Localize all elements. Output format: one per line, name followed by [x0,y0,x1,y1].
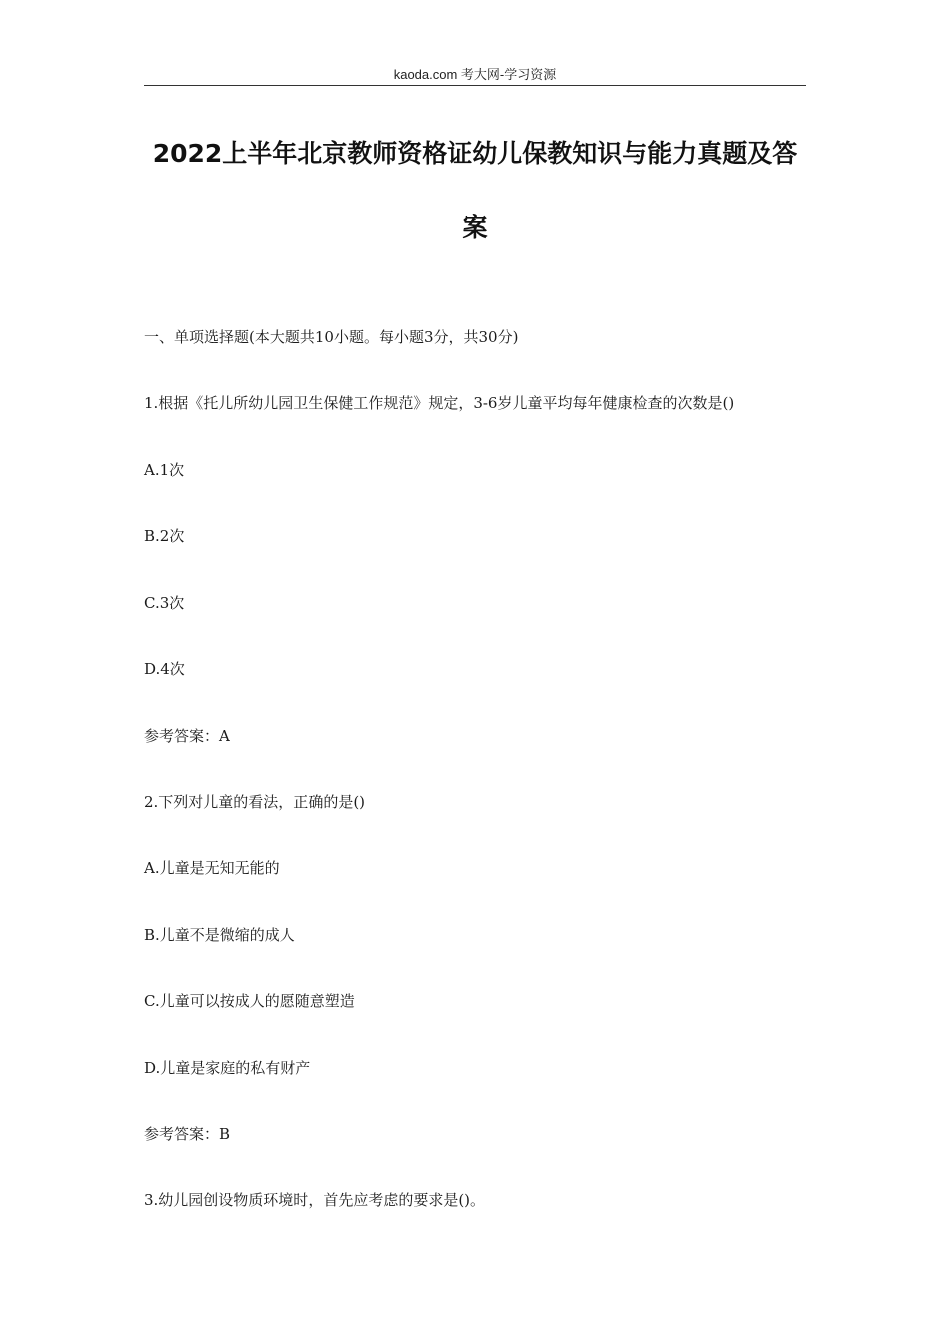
question-stem: 1.根据《托儿所幼儿园卫生保健工作规范》规定，3-6岁儿童平均每年健康检查的次数是() [144,394,735,412]
question-stem: 3.幼儿园创设物质环境时，首先应考虑的要求是()。 [144,1191,486,1209]
option-d: D.儿童是家庭的私有财产 [144,1059,311,1077]
document-title-line-1: 2022上半年北京教师资格证幼儿保教知识与能力真题及答 [152,139,798,168]
reference-answer: 参考答案：A [144,727,230,745]
option-d: D.4次 [144,660,185,678]
section-heading: 一、单项选择题(本大题共10小题。每小题3分，共30分) [144,328,519,346]
question-stem: 2.下列对儿童的看法，正确的是() [144,793,366,811]
option-c: C.儿童可以按成人的愿随意塑造 [144,992,355,1010]
option-c: C.3次 [144,594,185,612]
reference-answer: 参考答案：B [144,1125,231,1143]
option-a: A.儿童是无知无能的 [144,859,280,877]
option-b: B.2次 [144,527,185,545]
document-title-line-2: 案 [462,213,488,242]
header-divider [144,85,806,86]
option-b: B.儿童不是微缩的成人 [144,926,295,944]
option-a: A.1次 [144,461,185,479]
page-header: kaoda.com 考大网-学习资源 [393,67,557,82]
